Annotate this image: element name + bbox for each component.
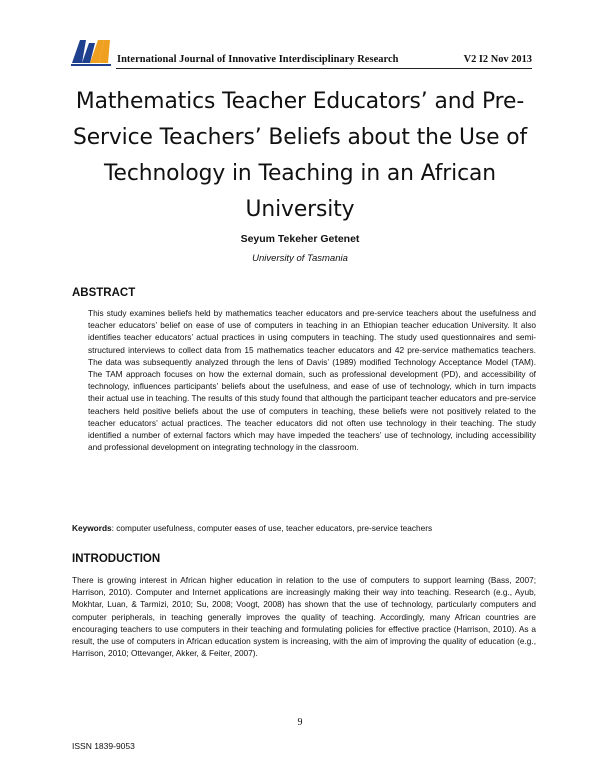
abstract-heading: ABSTRACT	[72, 287, 136, 299]
volume-issue: V2 I2 Nov 2013	[463, 54, 532, 65]
author-name: Seyum Tekeher Getenet	[240, 233, 360, 245]
issn: ISSN 1839-9053	[72, 741, 135, 751]
keywords-text: : computer usefulness, computer eases of use, teacher educators, pre-service teachers	[111, 523, 433, 533]
header-rule	[116, 68, 532, 69]
introduction-text: There is growing interest in African higher education in relation to the use of computers to support learning (Bass, 2007; Harrison, 2010). Computer and Internet applications are increasingly making their way into teaching. Research (e.g., Ayub, Mokhtar, Luan, & Tarmizi, 2010; Su, 2008; Voogt, 2008) has shown that the use of technology, particularly computers and computer peripherals, in teaching generally improves the quality of teaching. Accordingly, many African countries are encouraging teachers to use computers in their teaching and formulating policies for effective practice (Harrison, 2010). As a result, the use of computers in African education system is increasing, with the aim of improving the quality of education (e.g., Harrison, 2010; Ottevanger, Akker, & Feiter, 2007).	[72, 575, 536, 659]
keywords-label: Keywords	[72, 523, 112, 533]
paper-title: Mathematics Teacher Educators’ and Pre-Service Teachers’ Beliefs about the Use of Technology in Teaching in an African University	[72, 89, 528, 222]
introduction-heading: INTRODUCTION	[72, 553, 161, 565]
journal-name: International Journal of Innovative Interdisciplinary Research	[117, 54, 399, 65]
page-number: 9	[297, 717, 303, 728]
abstract-text: This study examines beliefs held by mathematics teacher educators and pre-service teachers about the usefulness and teacher educators’ belief on ease of use of computers in teaching in an Ethiopian teacher education University. It also identifies teacher educators’ actual practices in using computers in teaching. The study used questionnaires and semi-structured interviews to collect data from 15 mathematics teacher educators and 42 pre-service mathematics teachers. The data was subsequently analyzed through the lens of Davis’ (1989) modified Technology Acceptance Model (TAM). The TAM approach focuses on how the external domain, such as professional development (PD), and accessibility of technology, influences participants’ beliefs about the usefulness, and ease of use of technology, which in turn impacts their actual use in teaching. The results of this study found that although the participant teacher educators and pre-service teachers held positive beliefs about the use of computers in teaching, these beliefs were not positively related to the teacher educators’ actual practices. The teacher educators did not often use technology in their teaching. The study identified a number of external factors which may have impeded the teachers’ use of technology, including accessibility and professional development on integrating technology in the classroom.	[88, 308, 536, 453]
keywords	[72, 522, 542, 534]
author-affiliation: University of Tasmania	[252, 253, 348, 264]
journal-logo-icon	[68, 36, 116, 68]
journal-header	[68, 36, 532, 70]
